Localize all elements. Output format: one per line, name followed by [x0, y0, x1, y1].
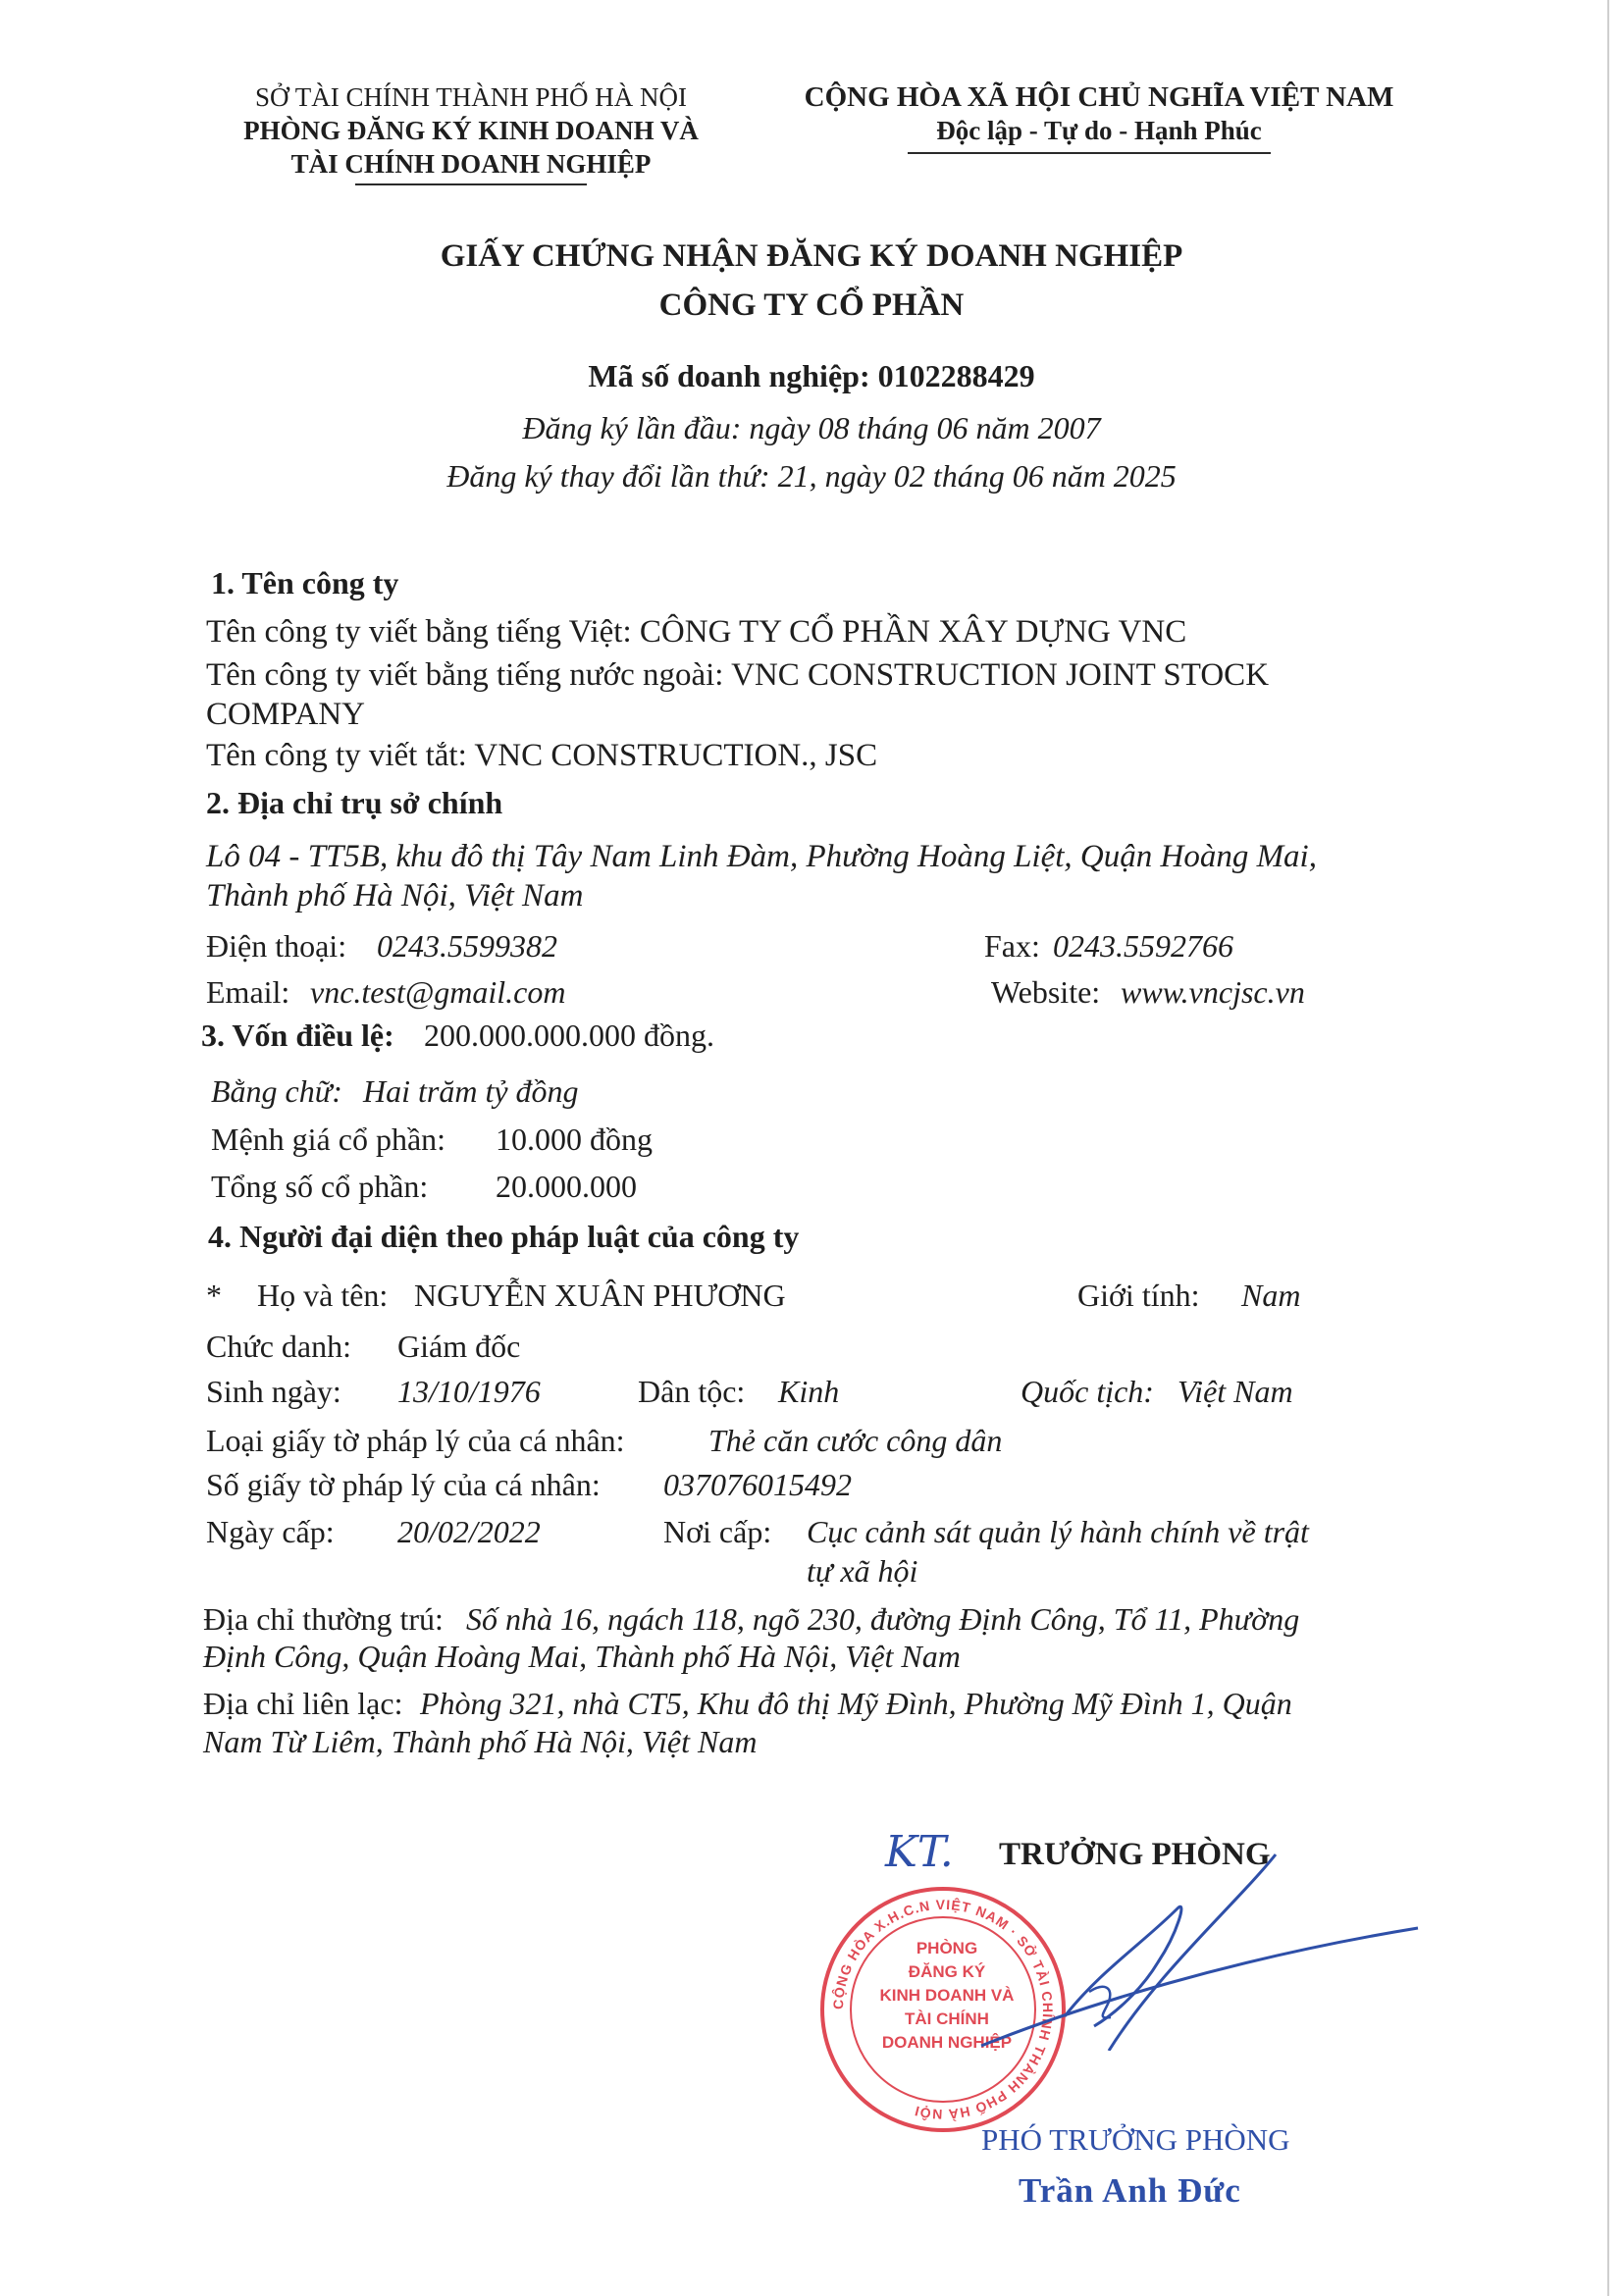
total-shares: 20.000.000	[496, 1169, 637, 1204]
authority-line-2: PHÒNG ĐĂNG KÝ KINH DOANH VÀ	[243, 116, 699, 145]
par-value-label: Mệnh giá cổ phần:	[211, 1122, 446, 1157]
phone-label: Điện thoại:	[206, 928, 347, 964]
id-number-value: 037076015492	[663, 1467, 852, 1502]
website-label: Website:	[991, 974, 1101, 1010]
company-name-vn: Tên công ty viết bằng tiếng Việt: CÔNG TY CỔ PHẦN XÂY DỰNG VNC	[206, 614, 1187, 650]
website-value: www.vncjsc.vn	[1121, 974, 1305, 1010]
head-of-office-title: TRƯỞNG PHÒNG	[999, 1837, 1271, 1872]
authority-underline	[355, 183, 587, 185]
contact-address-line-1: Phòng 321, nhà CT5, Khu đô thị Mỹ Đình, Phường Mỹ Đình 1, Quận	[420, 1686, 1292, 1721]
authority-block	[196, 80, 746, 181]
change-registration: Đăng ký thay đổi lần thứ: 21, ngày 02 tháng 06 năm 2025	[446, 458, 1177, 494]
seal-line-1: PHÒNG	[916, 1939, 978, 1957]
dob-label: Sinh ngày:	[206, 1374, 341, 1409]
total-shares-label: Tổng số cổ phần:	[211, 1169, 429, 1204]
nationality-value: Việt Nam	[1178, 1374, 1293, 1409]
gender-value: Nam	[1241, 1278, 1301, 1313]
id-number-label: Số giấy tờ pháp lý của cá nhân:	[206, 1467, 601, 1502]
permanent-address-line-2: Định Công, Quận Hoàng Mai, Thành phố Hà Nội, Việt Nam	[203, 1639, 961, 1674]
rep-name-value: NGUYỄN XUÂN PHƯƠNG	[414, 1278, 786, 1313]
authority-line-1: SỞ TÀI CHÍNH THÀNH PHỐ HÀ NỘI	[254, 82, 687, 112]
seal-line-4: TÀI CHÍNH	[905, 2009, 989, 2028]
seal-line-3: KINH DOANH VÀ	[879, 1986, 1015, 2005]
id-type-label: Loại giấy tờ pháp lý của cá nhân:	[206, 1423, 625, 1458]
certificate-title: GIẤY CHỨNG NHẬN ĐĂNG KÝ DOANH NGHIỆP	[440, 238, 1183, 274]
country-name: CỘNG HÒA XÃ HỘI CHỦ NGHĨA VIỆT NAM	[804, 81, 1394, 113]
national-motto-block	[756, 80, 1442, 147]
signature-stroke-1	[1109, 1854, 1276, 2051]
rep-name-label: Họ và tên:	[257, 1278, 389, 1313]
job-title-value: Giám đốc	[397, 1329, 521, 1364]
issue-place-line-1: Cục cảnh sát quản lý hành chính về trật	[807, 1514, 1309, 1549]
email-value: vnc.test@gmail.com	[310, 974, 566, 1010]
issue-date-value: 20/02/2022	[397, 1514, 541, 1549]
nationality-label: Quốc tịch:	[1021, 1374, 1154, 1409]
seal-line-2: ĐĂNG KÝ	[908, 1962, 986, 1981]
issue-place-line-2: tự xã hội	[807, 1553, 918, 1589]
enterprise-code: Mã số doanh nghiệp: 0102288429	[588, 358, 1035, 393]
email-label: Email:	[206, 974, 290, 1010]
section-4-heading: 4. Người đại diện theo pháp luật của công ty	[208, 1219, 800, 1254]
deputy-head-title: PHÓ TRƯỞNG PHÒNG	[981, 2122, 1290, 2157]
company-type: CÔNG TY CỔ PHẦN	[658, 287, 965, 323]
par-value: 10.000 đồng	[496, 1122, 653, 1157]
ethnicity-label: Dân tộc:	[638, 1374, 746, 1409]
fax-label: Fax:	[984, 928, 1040, 964]
kt-mark: KT.	[885, 1827, 954, 1877]
gender-label: Giới tính:	[1077, 1278, 1200, 1313]
ethnicity-value: Kinh	[778, 1374, 840, 1409]
handwritten-signature	[864, 1825, 1452, 2051]
phone-value: 0243.5599382	[377, 928, 557, 964]
charter-capital: 200.000.000.000 đồng.	[424, 1018, 714, 1053]
fax-value: 0243.5592766	[1053, 928, 1233, 964]
contact-address-label: Địa chỉ liên lạc:	[203, 1686, 403, 1721]
first-registration: Đăng ký lần đầu: ngày 08 tháng 06 năm 2007	[522, 410, 1101, 445]
issue-place-label: Nơi cấp:	[663, 1514, 772, 1549]
seal-line-5: DOANH NGHIỆP	[881, 2033, 1013, 2052]
job-title-label: Chức danh:	[206, 1329, 351, 1364]
section-1-heading: 1. Tên công ty	[211, 565, 399, 600]
section-3-heading: 3. Vốn điều lệ:	[201, 1018, 394, 1053]
capital-in-words-label: Bằng chữ:	[211, 1073, 342, 1109]
id-type-value: Thẻ căn cước công dân	[708, 1423, 1003, 1458]
motto: Độc lập - Tự do - Hạnh Phúc	[936, 116, 1262, 145]
permanent-address-label: Địa chỉ thường trú:	[203, 1601, 444, 1637]
issue-date-label: Ngày cấp:	[206, 1514, 335, 1549]
dob-value: 13/10/1976	[397, 1374, 541, 1409]
section-2-heading: 2. Địa chỉ trụ sở chính	[206, 785, 503, 820]
signer-name: Trần Anh Đức	[1019, 2171, 1241, 2210]
authority-line-3: TÀI CHÍNH DOANH NGHIỆP	[290, 149, 652, 179]
seal-ring-caption: CỘNG HÒA X.H.C.N VIỆT NAM · SỞ TÀI CHÍNH THÀNH PHỐ HÀ NỘI	[829, 1896, 1057, 2123]
company-short-name: Tên công ty viết tắt: VNC CONSTRUCTION., JSC	[206, 738, 878, 773]
address-line-1: Lô 04 - TT5B, khu đô thị Tây Nam Linh Đàm, Phường Hoàng Liệt, Quận Hoàng Mai,	[206, 839, 1317, 874]
page-edge	[1607, 0, 1609, 2296]
contact-address-line-2: Nam Từ Liêm, Thành phố Hà Nội, Việt Nam	[203, 1724, 758, 1759]
company-name-foreign-2: COMPANY	[206, 697, 366, 732]
permanent-address-line-1: Số nhà 16, ngách 118, ngõ 230, đường Định Công, Tổ 11, Phường	[466, 1601, 1300, 1637]
company-name-foreign-1: Tên công ty viết bằng tiếng nước ngoài: VNC CONSTRUCTION JOINT STOCK	[206, 657, 1270, 693]
capital-in-words-value: Hai trăm tỷ đồng	[363, 1073, 579, 1109]
bullet-mark: *	[206, 1278, 222, 1313]
address-line-2: Thành phố Hà Nội, Việt Nam	[206, 878, 584, 913]
motto-underline	[908, 152, 1271, 154]
signature-stroke-3	[981, 1928, 1418, 2046]
